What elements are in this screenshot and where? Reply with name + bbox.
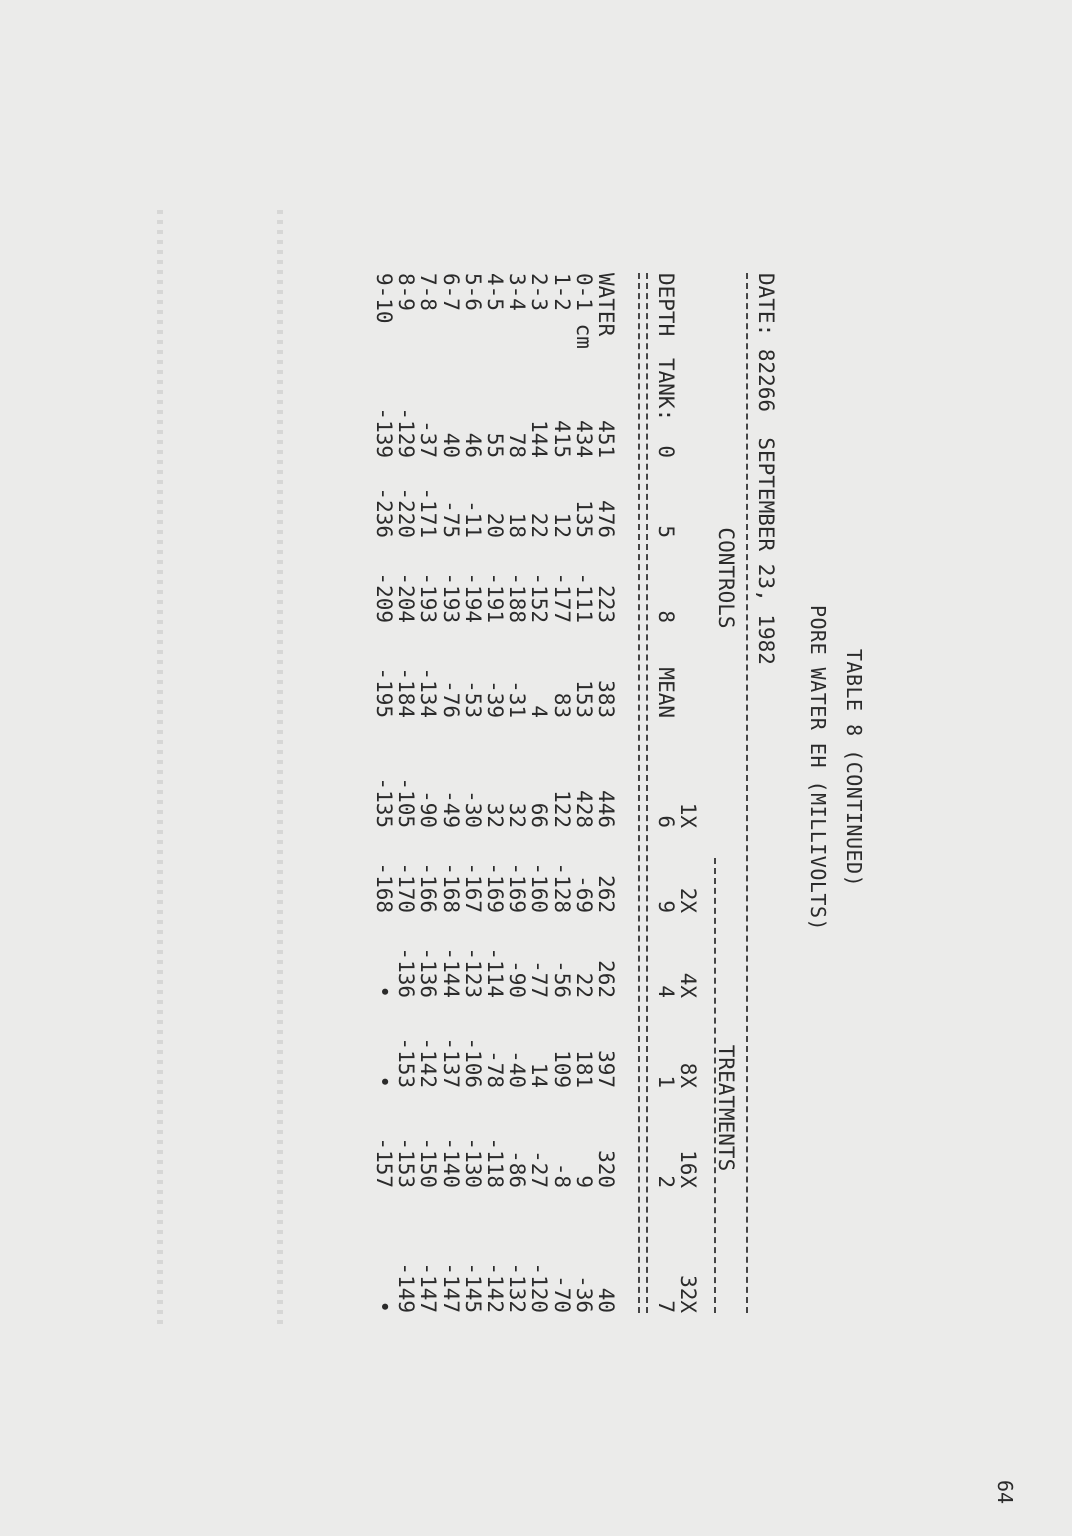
table-cell: 55 bbox=[483, 432, 507, 458]
table-cell: -76 bbox=[439, 680, 463, 718]
table-cell: -160 bbox=[527, 862, 551, 913]
table-cell: 109 bbox=[550, 1050, 574, 1088]
table-cell: -204 bbox=[394, 572, 418, 623]
table-cell: -193 bbox=[416, 572, 440, 623]
table-cell: 135 bbox=[572, 500, 596, 538]
table-cell: -169 bbox=[505, 862, 529, 913]
table-cell: -170 bbox=[394, 862, 418, 913]
table-cell: -177 bbox=[550, 572, 574, 623]
table-cell: -90 bbox=[505, 960, 529, 998]
table-cell: • bbox=[372, 985, 396, 998]
tank-number-6: 4 bbox=[654, 985, 678, 998]
table-cell: 18 bbox=[505, 512, 529, 538]
table-cell: -168 bbox=[372, 862, 396, 913]
table-cell: -142 bbox=[416, 1037, 440, 1088]
table-cell: -152 bbox=[527, 572, 551, 623]
table-cell: -168 bbox=[439, 862, 463, 913]
row-depth-label: 6-7 bbox=[439, 273, 463, 311]
table-cell: 40 bbox=[439, 432, 463, 458]
table-cell: -188 bbox=[505, 572, 529, 623]
table-cell: -150 bbox=[416, 1137, 440, 1188]
rule-header-bottom-2 bbox=[638, 273, 640, 1313]
table-cell: -193 bbox=[439, 572, 463, 623]
table-cell: -169 bbox=[483, 862, 507, 913]
table-cell: -130 bbox=[461, 1137, 485, 1188]
tank-header: TANK: bbox=[654, 358, 678, 422]
table-cell: 9 bbox=[572, 1175, 596, 1188]
table-cell: -194 bbox=[461, 572, 485, 623]
row-depth-label: 2-3 bbox=[527, 273, 551, 311]
table-cell: -140 bbox=[439, 1137, 463, 1188]
table-cell: -105 bbox=[394, 777, 418, 828]
table-cell: -184 bbox=[394, 667, 418, 718]
table-cell: 383 bbox=[594, 680, 618, 718]
table-cell: -37 bbox=[416, 420, 440, 458]
table-cell: -153 bbox=[394, 1037, 418, 1088]
table-cell: 153 bbox=[572, 680, 596, 718]
table-cell: 12 bbox=[550, 512, 574, 538]
treatment-level-5: 2X bbox=[676, 887, 700, 913]
table-cell: -27 bbox=[527, 1150, 551, 1188]
table-cell: -114 bbox=[483, 947, 507, 998]
table-cell: 397 bbox=[594, 1050, 618, 1088]
table-cell: -49 bbox=[439, 790, 463, 828]
table-cell: • bbox=[372, 1300, 396, 1313]
table-cell: -77 bbox=[527, 960, 551, 998]
table-subtitle: PORE WATER EH (MILLIVOLTS) bbox=[806, 604, 830, 932]
table-cell: -171 bbox=[416, 487, 440, 538]
table-cell: 20 bbox=[483, 512, 507, 538]
row-depth-label: WATER bbox=[594, 273, 618, 337]
table-cell: -139 bbox=[372, 407, 396, 458]
table-cell: 144 bbox=[527, 420, 551, 458]
tank-number-9: 7 bbox=[654, 1300, 678, 1313]
tank-number-4: 6 bbox=[654, 815, 678, 828]
table-cell: 32 bbox=[505, 802, 529, 828]
table-cell: 428 bbox=[572, 790, 596, 828]
rule-header-bottom-1 bbox=[646, 273, 648, 1313]
row-depth-label: 9-10 bbox=[372, 273, 396, 324]
table-cell: -11 bbox=[461, 500, 485, 538]
tank-number-1: 5 bbox=[654, 525, 678, 538]
table-cell: -147 bbox=[439, 1262, 463, 1313]
row-depth-label: 8-9 bbox=[394, 273, 418, 311]
controls-group-label: CONTROLS bbox=[714, 527, 738, 629]
table-cell: -31 bbox=[505, 680, 529, 718]
table-cell: -86 bbox=[505, 1150, 529, 1188]
table-cell: -220 bbox=[394, 487, 418, 538]
tank-number-5: 9 bbox=[654, 900, 678, 913]
treatment-level-6: 4X bbox=[676, 972, 700, 998]
table-cell: -56 bbox=[550, 960, 574, 998]
table-cell: 22 bbox=[572, 972, 596, 998]
table-cell: -166 bbox=[416, 862, 440, 913]
table-cell: 446 bbox=[594, 790, 618, 828]
table-cell: -195 bbox=[372, 667, 396, 718]
table-cell: -149 bbox=[394, 1262, 418, 1313]
table-cell: -145 bbox=[461, 1262, 485, 1313]
table-cell: -128 bbox=[550, 862, 574, 913]
table-cell: -120 bbox=[527, 1262, 551, 1313]
treatment-level-9: 32X bbox=[676, 1275, 700, 1313]
table-cell: 262 bbox=[594, 875, 618, 913]
table-cell: • bbox=[372, 1075, 396, 1088]
table-cell: -106 bbox=[461, 1037, 485, 1088]
tank-number-8: 2 bbox=[654, 1175, 678, 1188]
table-cell: 415 bbox=[550, 420, 574, 458]
table-cell: 181 bbox=[572, 1050, 596, 1088]
table-cell: -157 bbox=[372, 1137, 396, 1188]
table-cell: 32 bbox=[483, 802, 507, 828]
table-cell: -135 bbox=[372, 777, 396, 828]
table-cell: 122 bbox=[550, 790, 574, 828]
table-cell: 320 bbox=[594, 1150, 618, 1188]
table-cell: 451 bbox=[594, 420, 618, 458]
row-depth-label: 7-8 bbox=[416, 273, 440, 311]
table-cell: 14 bbox=[527, 1062, 551, 1088]
rotated-table-sheet bbox=[156, 138, 916, 1398]
table-cell: 476 bbox=[594, 500, 618, 538]
row-depth-label: 0-1 cm bbox=[572, 273, 596, 349]
tank-number-0: 0 bbox=[654, 445, 678, 458]
row-depth-label: 5-6 bbox=[461, 273, 485, 311]
tank-number-7: 1 bbox=[654, 1075, 678, 1088]
treatment-level-7: 8X bbox=[676, 1062, 700, 1088]
table-cell: -53 bbox=[461, 680, 485, 718]
table-cell: -8 bbox=[550, 1162, 574, 1188]
table-cell: 262 bbox=[594, 960, 618, 998]
table-cell: 46 bbox=[461, 432, 485, 458]
table-cell: -136 bbox=[416, 947, 440, 998]
table-cell: -142 bbox=[483, 1262, 507, 1313]
treatments-group-label: TREATMENTS bbox=[714, 1044, 738, 1172]
table-cell: -144 bbox=[439, 947, 463, 998]
table-cell: 78 bbox=[505, 432, 529, 458]
table-cell: 40 bbox=[594, 1287, 618, 1313]
rule-treatments bbox=[714, 858, 716, 1313]
page-number: 64 bbox=[992, 1479, 1017, 1505]
table-cell: -111 bbox=[572, 572, 596, 623]
table-cell: -118 bbox=[483, 1137, 507, 1188]
table-cell: -153 bbox=[394, 1137, 418, 1188]
table-cell: -123 bbox=[461, 947, 485, 998]
table-cell: -136 bbox=[394, 947, 418, 998]
table-cell: 434 bbox=[572, 420, 596, 458]
table-cell: 223 bbox=[594, 585, 618, 623]
table-cell: -167 bbox=[461, 862, 485, 913]
table-cell: -90 bbox=[416, 790, 440, 828]
table-cell: -70 bbox=[550, 1275, 574, 1313]
table-cell: -39 bbox=[483, 680, 507, 718]
table-cell: -137 bbox=[439, 1037, 463, 1088]
table-cell: -36 bbox=[572, 1275, 596, 1313]
table-cell: -75 bbox=[439, 500, 463, 538]
table-cell: -132 bbox=[505, 1262, 529, 1313]
row-depth-label: 1-2 bbox=[550, 273, 574, 311]
table-cell: -209 bbox=[372, 572, 396, 623]
table-cell: -129 bbox=[394, 407, 418, 458]
tank-number-3: MEAN bbox=[654, 667, 678, 718]
table-cell: 22 bbox=[527, 512, 551, 538]
table-cell: -191 bbox=[483, 572, 507, 623]
row-depth-label: 3-4 bbox=[505, 273, 529, 311]
table-cell: -69 bbox=[572, 875, 596, 913]
table-cell: -236 bbox=[372, 487, 396, 538]
table-title: TABLE 8 (CONTINUED) bbox=[842, 648, 866, 888]
tank-number-2: 8 bbox=[654, 610, 678, 623]
table-cell: 4 bbox=[527, 705, 551, 718]
table-cell: -134 bbox=[416, 667, 440, 718]
table-cell: -40 bbox=[505, 1050, 529, 1088]
table-cell: -147 bbox=[416, 1262, 440, 1313]
table-cell: -30 bbox=[461, 790, 485, 828]
treatment-level-8: 16X bbox=[676, 1150, 700, 1188]
treatment-level-4: 1X bbox=[676, 802, 700, 828]
rule-top bbox=[746, 273, 748, 1313]
table-cell: -78 bbox=[483, 1050, 507, 1088]
table-cell: 83 bbox=[550, 692, 574, 718]
depth-header: DEPTH bbox=[654, 273, 678, 337]
row-depth-label: 4-5 bbox=[483, 273, 507, 311]
date-line: DATE: 82266 SEPTEMBER 23, 1982 bbox=[754, 273, 778, 665]
table-cell: 66 bbox=[527, 802, 551, 828]
